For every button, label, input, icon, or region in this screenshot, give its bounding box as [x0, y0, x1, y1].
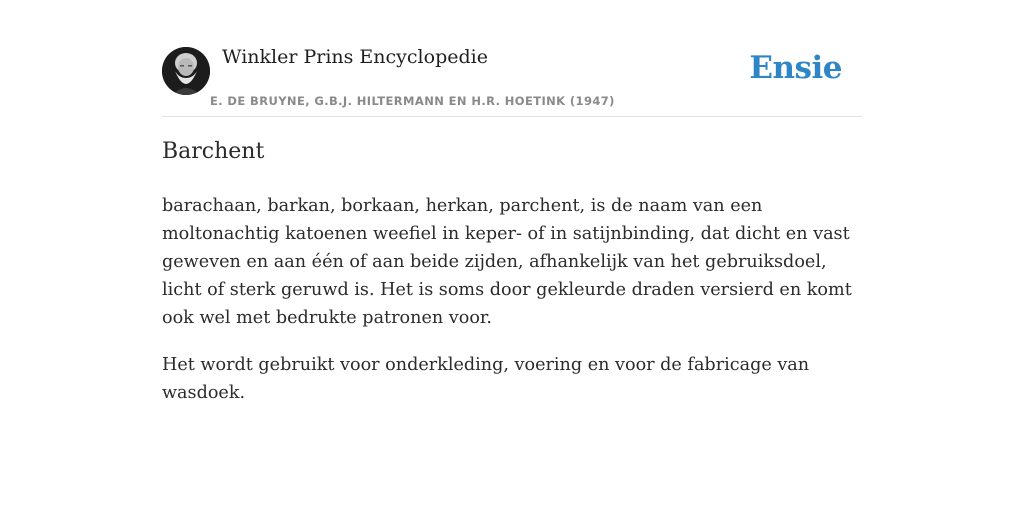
article-paragraph: barachaan, barkan, borkaan, herkan, parchent, is de naam van een moltonachtig katoenen weefiel in keper- of in satijnbinding, dat dicht en vast geweven en aan één of aan beide zijden, afhankelijk van het gebruiksdoel, licht of sterk geruwd is. Het is soms door gekleurde draden versierd en komt ook wel met bedrukte patronen voor. — [162, 196, 852, 328]
source-authors: E. DE BRUYNE, G.B.J. HILTERMANN EN H.R. HOETINK (1947) — [210, 94, 615, 108]
article-title: Barchent — [162, 139, 265, 164]
portrait-image — [162, 47, 210, 95]
author-portrait-avatar — [162, 47, 210, 95]
source-title-link[interactable]: Winkler Prins Encyclopedie — [222, 46, 488, 68]
article-body — [162, 192, 862, 426]
article-paragraph: Het wordt gebruikt voor onderkleding, voering en voor de fabricage van wasdoek. — [162, 355, 810, 403]
page-header — [162, 44, 862, 117]
ensie-logo-link[interactable]: Ensie — [749, 50, 842, 86]
